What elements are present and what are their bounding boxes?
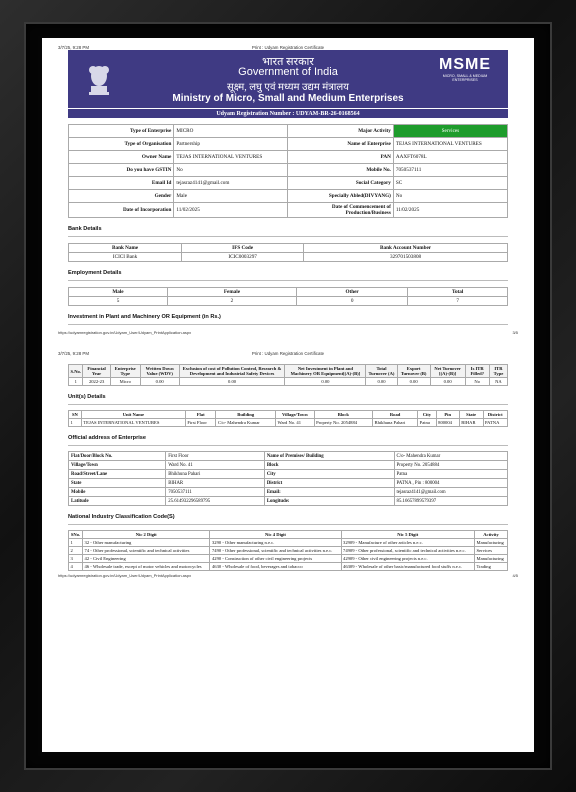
address-row: [69, 488, 508, 497]
detail-value: 7050537111: [393, 164, 507, 177]
nic-row: [69, 555, 508, 563]
unit-cell: PATNA: [483, 419, 508, 427]
units-title: Unit(s) Details: [68, 394, 106, 400]
detail-label: Social Category: [288, 177, 393, 190]
address-value: PATNA , Pin : 800004: [394, 479, 507, 488]
page2-footer-url: https://udyamregistration.gov.in/Udyam_User/Udyam_PrintApplication.aspx: [58, 573, 192, 578]
nic-cell: 2: [69, 547, 83, 555]
detail-label: Type of Enterprise: [69, 125, 174, 138]
investment-header: Export Turnover (B): [397, 365, 430, 378]
page2-print-title: Print : Udyam Registration Certificate: [251, 351, 325, 356]
address-row: [69, 461, 508, 470]
unit-header: SN: [69, 411, 82, 419]
emp-header-total: Total: [408, 288, 508, 297]
detail-label: Date of Commencement of Production/Business: [288, 203, 393, 218]
address-value: 7050537111: [166, 488, 265, 497]
detail-label: Type of Organisation: [69, 138, 174, 151]
address-label: Block: [264, 461, 394, 470]
address-label: Latitude: [69, 497, 166, 506]
nic-cell: 74 - Other professional, scientific and technical activities: [83, 547, 210, 555]
unit-header: Pin: [436, 411, 459, 419]
nic-cell: 46 - Wholesale trade, except of motor vehicles and motorcycles: [83, 563, 210, 571]
emp-other: 0: [296, 297, 407, 306]
nic-cell: 32 - Other manufacturing: [83, 539, 210, 547]
unit-cell: Property No. 2054884: [314, 419, 372, 427]
nic-cell: 3: [69, 555, 83, 563]
nic-cell: Trading: [475, 563, 508, 571]
nic-row: [69, 563, 508, 571]
nic-header: Activity: [475, 531, 508, 539]
investment-header: ITR Type: [489, 365, 507, 378]
detail-label: PAN: [288, 151, 393, 164]
investment-cell: 0.00: [397, 378, 430, 386]
detail-value: SC: [393, 177, 507, 190]
unit-header: Village/Town: [276, 411, 315, 419]
nic-cell: 74909 - Other professional, scientific and technical activities n.e.c.: [341, 547, 474, 555]
nic-cell: 7490 - Other professional, scientific and technical activities n.e.c.: [210, 547, 341, 555]
nic-cell: 42 - Civil Engineering: [83, 555, 210, 563]
nic-header: Nic 5 Digit: [341, 531, 474, 539]
certificate-paper: [42, 38, 534, 752]
address-label: Village/Town: [69, 461, 166, 470]
detail-value: AAXFT6078L: [393, 151, 507, 164]
address-table: [68, 451, 508, 506]
investment-header: Net Turnover [(A)-(B)]: [430, 365, 465, 378]
units-table: [68, 410, 508, 427]
page1-footer-url: https://udyamregistration.gov.in/Udyam_User/Udyam_PrintApplication.aspx: [58, 330, 192, 335]
nic-row: [69, 539, 508, 547]
investment-header: Enterprise Type: [110, 365, 140, 378]
print-date: 3/7/25, 9:28 PM: [58, 45, 89, 50]
detail-value: 11/02/2025: [174, 203, 288, 218]
emp-female: 2: [168, 297, 297, 306]
government-banner: [68, 50, 508, 108]
investment-header: S.No.: [69, 365, 83, 378]
unit-cell: TEJAS INTERNATIONAL VENTURES: [81, 419, 185, 427]
investment-header: Net Investment in Plant and Machinery OR Equipment[(A)-(B)]: [285, 365, 366, 378]
unit-cell: C/o- Mahendra Kumar: [216, 419, 276, 427]
major-activity-badge: Services: [393, 125, 507, 138]
unit-cell: Patna: [418, 419, 436, 427]
detail-label: Email Id: [69, 177, 174, 190]
detail-row: [69, 177, 508, 190]
bank-header-name: Bank Name: [69, 244, 182, 253]
detail-value: TEJAS INTERNATIONAL VENTURES: [174, 151, 288, 164]
bank-ifsc: ICIC0003297: [182, 253, 304, 262]
emp-header-male: Male: [69, 288, 168, 297]
address-value: Property No. 2054884: [394, 461, 507, 470]
investment-header: Is ITR Filled?: [465, 365, 489, 378]
unit-header: State: [459, 411, 483, 419]
banner-government: Government of India: [238, 66, 338, 78]
address-value: BIHAR: [166, 479, 265, 488]
unit-cell: Bhikhuna Pahari: [373, 419, 418, 427]
address-value: Bhikhuna Pahari: [166, 470, 265, 479]
address-label: District: [264, 479, 394, 488]
detail-label: Name of Enterprise: [288, 138, 393, 151]
registration-number-bar: Udyam Registration Number : UDYAM-BR-26-0168564: [68, 108, 508, 118]
unit-header: Unit Name: [81, 411, 185, 419]
unit-header: City: [418, 411, 436, 419]
enterprise-details-table: [68, 124, 508, 218]
nic-cell: Services: [475, 547, 508, 555]
investment-cell: No: [465, 378, 489, 386]
address-value: C/o- Mahendra Kumar: [394, 452, 507, 461]
address-value: tejasraz4141@gmail.com: [394, 488, 507, 497]
emp-total: 7: [408, 297, 508, 306]
detail-label: Mobile No.: [288, 164, 393, 177]
detail-value: tejasraz4141@gmail.com: [174, 177, 288, 190]
nic-header: Nic 4 Digit: [210, 531, 341, 539]
nic-row: [69, 547, 508, 555]
employment-table: [68, 287, 508, 306]
address-title: Official address of Enterprise: [68, 435, 147, 441]
bank-header-ifsc: IFS Code: [182, 244, 304, 253]
detail-row: [69, 190, 508, 203]
detail-value: No: [174, 164, 288, 177]
address-row: [69, 470, 508, 479]
nic-cell: 1: [69, 539, 83, 547]
address-label: Flat/Door/Block No.: [69, 452, 166, 461]
nic-title: National Industry Classification Code(S): [68, 514, 175, 520]
investment-cell: Micro: [110, 378, 140, 386]
address-value: 85.16657899579397: [394, 497, 507, 506]
nic-cell: 32909 - Manufacture of other articles n.e.c.: [341, 539, 474, 547]
banner-hindi-government: भारत सरकार: [262, 56, 314, 68]
banner-ministry: Ministry of Micro, Small and Medium Enterprises: [172, 93, 404, 104]
nic-cell: Manufacturing: [475, 555, 508, 563]
address-value: Patna: [394, 470, 507, 479]
detail-label: Owner Name: [69, 151, 174, 164]
investment-cell: 0.00: [140, 378, 179, 386]
nic-cell: 4: [69, 563, 83, 571]
address-row: [69, 497, 508, 506]
investment-header: Written Down Value (WDV): [140, 365, 179, 378]
unit-cell: 800004: [436, 419, 459, 427]
bank-details-title: Bank Details: [68, 226, 102, 232]
address-label: Mobile: [69, 488, 166, 497]
bank-header-account: Bank Account Number: [304, 244, 508, 253]
address-label: City: [264, 470, 394, 479]
detail-value: No: [393, 190, 507, 203]
detail-row: [69, 138, 508, 151]
address-label: Longitude:: [264, 497, 394, 506]
address-value: Ward No. 41: [166, 461, 265, 470]
unit-cell: Ward No. 41: [276, 419, 315, 427]
investment-header: Exclusion of cost of Pollution Control, Research & Development and Industrial Safety Devices: [179, 365, 285, 378]
address-label: State: [69, 479, 166, 488]
nic-cell: 4290 - Construction of other civil engineering projects: [210, 555, 341, 563]
address-label: Road/Street/Lane: [69, 470, 166, 479]
unit-cell: BIHAR: [459, 419, 483, 427]
detail-label: Date of Incorporation: [69, 203, 174, 218]
detail-label: Specially Abled(DIVYANG): [288, 190, 393, 203]
emp-header-female: Female: [168, 288, 297, 297]
print-title: Print : Udyam Registration Certificate: [251, 45, 325, 50]
address-value: 25.614932296589795: [166, 497, 265, 506]
nic-cell: 4630 - Wholesale of food, beverages and tobacco: [210, 563, 341, 571]
page1-footer-page: 3/5: [512, 330, 518, 335]
unit-header: District: [483, 411, 508, 419]
unit-header: Block: [314, 411, 372, 419]
employment-details-title: Employment Details: [68, 270, 122, 276]
investment-header: Financial Year: [83, 365, 110, 378]
detail-label: Major Activity: [288, 125, 393, 138]
investment-cell: 0.00: [366, 378, 397, 386]
investment-title: Investment in Plant and Machinery OR Equipment (in Rs.): [68, 314, 221, 320]
address-row: [69, 452, 508, 461]
nic-header: Nic 2 Digit: [83, 531, 210, 539]
investment-cell: 2022-23: [83, 378, 110, 386]
detail-label: Do you have GSTIN: [69, 164, 174, 177]
bank-details-table: [68, 243, 508, 262]
nic-table: [68, 530, 508, 571]
detail-row: [69, 164, 508, 177]
unit-cell: First Floor: [185, 419, 216, 427]
nic-header: SNo.: [69, 531, 83, 539]
emp-male: 5: [69, 297, 168, 306]
unit-header: Building: [216, 411, 276, 419]
bank-account: 329701503808: [304, 253, 508, 262]
investment-cell: 0.00: [430, 378, 465, 386]
detail-row: [69, 125, 508, 138]
unit-header: Road: [373, 411, 418, 419]
unit-header: Flat: [185, 411, 216, 419]
address-label: Name of Premises/ Building: [264, 452, 394, 461]
page2-footer-page: 4/5: [512, 573, 518, 578]
investment-table: [68, 364, 508, 386]
investment-header: Total Turnover (A): [366, 365, 397, 378]
investment-cell: NA: [489, 378, 507, 386]
msme-logo-subtitle: MICRO, SMALL & MEDIUM ENTERPRISES: [442, 74, 488, 82]
unit-cell: 1: [69, 419, 82, 427]
banner-hindi-ministry: सूक्ष्म, लघु एवं मध्यम उद्यम मंत्रालय: [227, 82, 349, 93]
detail-value: 11/02/2025: [393, 203, 507, 218]
bank-name: ICICI Bank: [69, 253, 182, 262]
investment-cell: 0.00: [179, 378, 285, 386]
msme-logo: [430, 56, 500, 82]
emp-header-other: Other: [296, 288, 407, 297]
address-label: Email:: [264, 488, 394, 497]
address-row: [69, 479, 508, 488]
address-value: First Floor: [166, 452, 265, 461]
detail-value: Partnership: [174, 138, 288, 151]
nic-cell: 3290 - Other manufacturing n.e.c.: [210, 539, 341, 547]
nic-cell: 42909 - Other civil engineering projects n.e.c.: [341, 555, 474, 563]
detail-row: [69, 151, 508, 164]
investment-cell: 1: [69, 378, 83, 386]
detail-label: Gender: [69, 190, 174, 203]
msme-logo-text: MSME: [439, 56, 491, 73]
detail-value: MICRO: [174, 125, 288, 138]
detail-value: Male: [174, 190, 288, 203]
page2-print-date: 3/7/25, 9:28 PM: [58, 351, 89, 356]
investment-cell: 0.00: [285, 378, 366, 386]
nic-cell: Manufacturing: [475, 539, 508, 547]
nic-cell: 46309 - Wholesale of other basic/manufactured food stuffs n.e.c.: [341, 563, 474, 571]
detail-value: TEJAS INTERNATIONAL VENTURES: [393, 138, 507, 151]
detail-row: [69, 203, 508, 218]
